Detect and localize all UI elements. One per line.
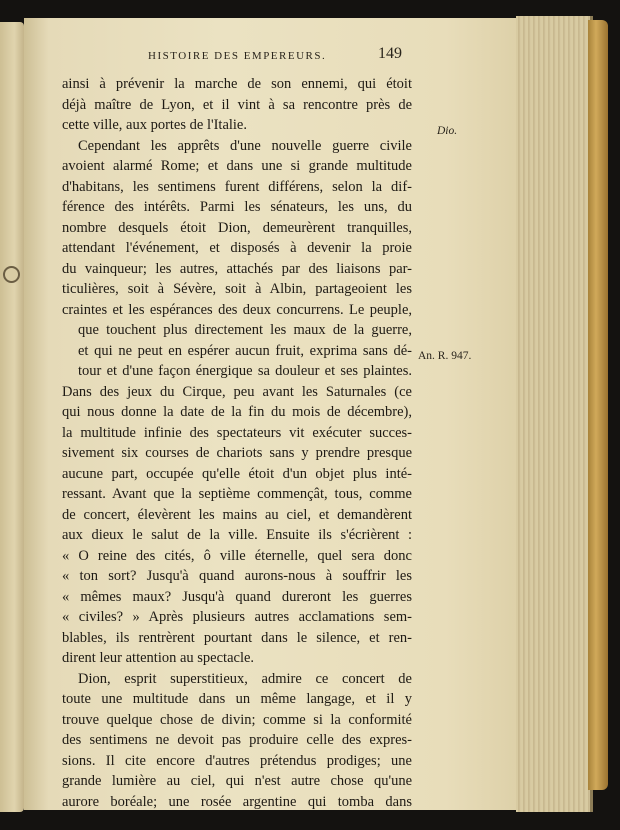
facing-page-edge [0,22,24,812]
clasp-ring-icon [3,266,20,283]
text-line: férence des intérêts. Parmi les sénateurs, les uns, du [62,199,412,215]
margin-note-source: Dio. [437,125,458,137]
text-line: cette ville, aux portes de l'Italie. [62,117,247,133]
body-text [62,74,412,812]
text-line: « mêmes maux? Jusqu'à quand dureront les guerres [62,588,412,605]
text-line: aux dieux le salut de la ville. Ensuite ils s'écrièrent : [62,527,412,543]
text-line: ticulières, soit à Sévère, soit à Albin, partageoient les [62,281,412,297]
text-line: qui nous donne la date de la fin du mois de décembre), [62,404,412,420]
text-line: la multitude infinie des spectateurs vit exécuter succes- [62,424,412,441]
page-block-edges [516,16,593,812]
text-line: blables, ils rentrèrent pourtant dans le silence, et ren- [62,629,412,646]
text-line: de concert, élevèrent les mains au ciel, et demandèrent [62,506,412,523]
text-line: aurore boréale; une rosée argentine qui tomba dans [62,793,412,810]
text-line: « ton sort? Jusqu'à quand aurons-nous à souffrir les [62,568,412,584]
margin-note-year: An. R. 947. [418,350,472,362]
text-line: tour et d'une façon énergique sa douleur et ses plaintes. [78,363,412,379]
text-line: toute une multitude dans un même langage, et il y [62,691,412,707]
text-line: que touchent plus directement les maux de la guerre, [78,322,412,338]
text-line: dirent leur attention au spectacle. [62,650,255,666]
text-line: Dans des jeux du Cirque, peu avant les Saturnales (ce [62,383,412,400]
text-line: Cependant les apprêts d'une nouvelle guerre civile [78,137,412,154]
text-line: du vainqueur; les autres, attachés par des liaisons par- [62,260,412,277]
text-line: Dion, esprit superstitieux, admire ce concert de [78,670,412,687]
text-line: grande lumière au ciel, qui n'est autre chose qu'une [62,773,412,789]
text-line: « O reine des cités, ô ville éternelle, quel sera donc [62,547,412,564]
text-line: avoient alarmé Rome; et dans une si grande multitude [62,158,412,174]
running-head: HISTOIRE DES EMPEREURS. [148,50,327,62]
text-line: sions. Il cite encore d'autres prétendus prodiges; une [62,752,412,769]
text-line: attendant l'événement, et disposés à devenir la proie [62,240,412,256]
text-line: « civiles? » Après plusieurs autres acclamations sem- [62,609,412,625]
text-line: et qui ne peut en espérer aucun fruit, exprima sans dé- [78,342,412,359]
page-number: 149 [378,45,402,62]
text-line: ressant. Avant que la septième commençât, tous, comme [62,486,412,502]
text-line: ainsi à prévenir la marche de son ennemi, qui étoit [62,76,412,92]
text-line: nombre desquels étoit Dion, demeurèrent tranquilles, [62,219,412,236]
text-line: craintes et les espérances des deux concurrens. Le peuple, [62,301,412,318]
text-line: déjà maître de Lyon, et il vint à sa rencontre près de [62,96,412,113]
text-line: trouve quelque chose de divin; comme si la conformité [62,711,412,728]
text-line: sivement six courses de chariots sans y prendre presque [62,445,412,461]
book-cover-edge [588,20,608,790]
text-line: aucune part, occupée qu'elle étoit d'un objet plus inté- [62,465,412,482]
text-line: d'habitans, les sentimens furent différens, selon la dif- [62,178,412,195]
text-line: des sentimens ne devoit pas produire celle des expres- [62,732,412,748]
